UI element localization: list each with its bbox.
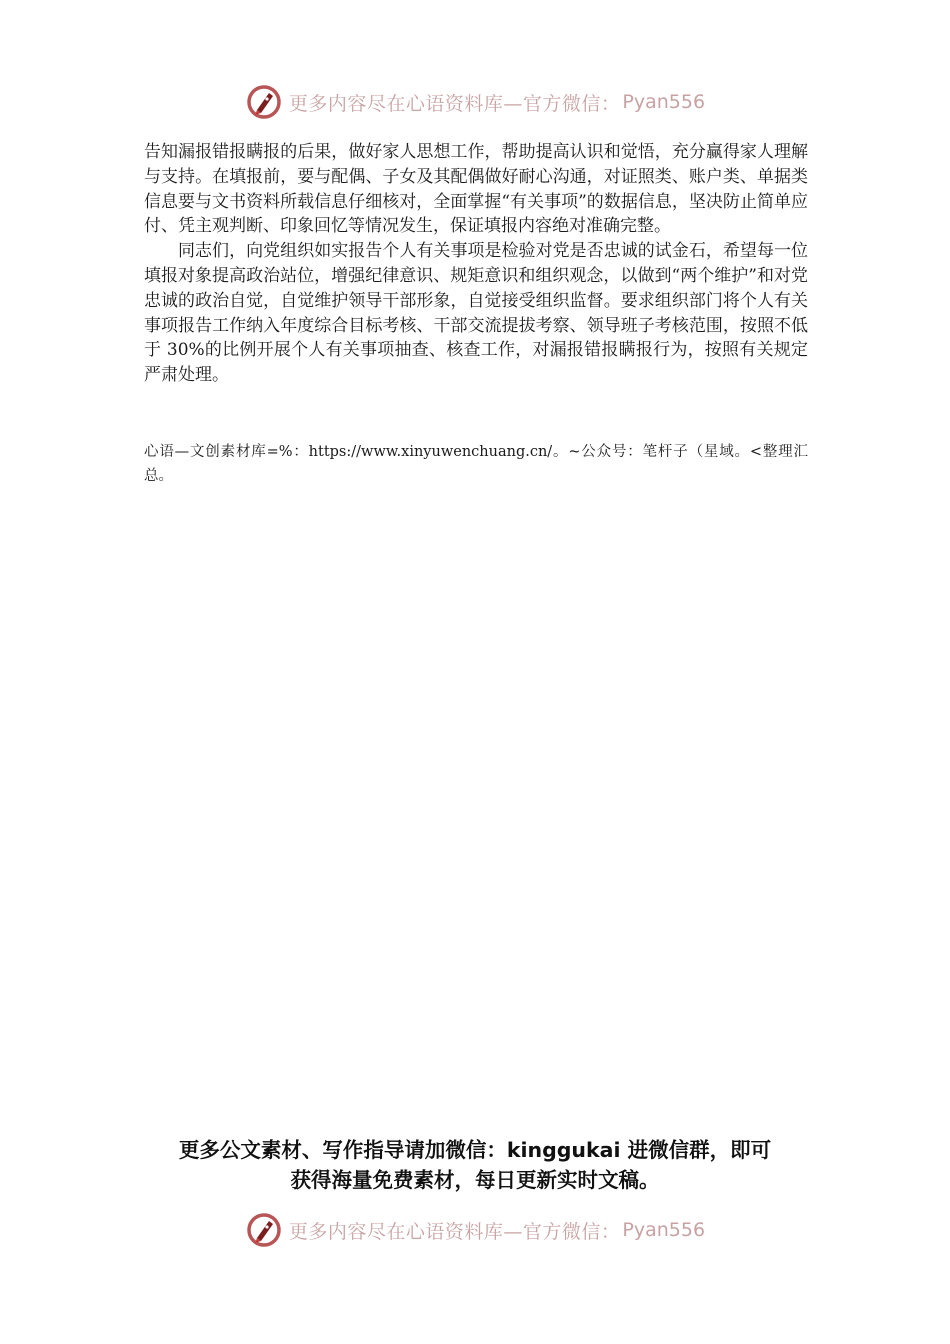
promo-line: 获得海量免费素材，每日更新实时文稿。: [290, 1168, 660, 1192]
banner-wechat-id: Pyan556: [622, 91, 706, 113]
promo-line: 更多公文素材、写作指导请加微信：kinggukai 进微信群，即可: [178, 1138, 772, 1162]
banner-title: 更多内容尽在心语资料库—官方微信：: [288, 1220, 621, 1243]
body-paragraph: 同志们，向党组织如实报告个人有关事项是检验对党是否忠诚的试金石，希望每一位填报对象提高政治站位，增强纪律意识、规矩意识和组织观念，以做到“两个维护”和对党忠诚的政治自觉，自觉维护领导干部形象，自觉接受组织监督。要求组织部门将个人有关事项报告工作纳入年度综合目标考核、干部交流提拔考察、领导班子考核范围，按照不低于 30%的比例开展个人有关事项抽查、核查工作，对漏报错报瞒报行为，按照有关规定严肃处理。: [144, 241, 808, 386]
header-banner: [0, 80, 950, 124]
document-body: [144, 140, 808, 388]
promo-notice: [140, 1135, 810, 1195]
banner-wechat-id: Pyan556: [622, 1219, 706, 1241]
body-paragraph: 告知漏报错报瞒报的后果，做好家人思想工作，帮助提高认识和觉悟，充分赢得家人理解与支持。在填报前，要与配偶、子女及其配偶做好耐心沟通，对证照类、账户类、单据类信息要与文书资料所载信息仔细核对，全面掌握“有关事项”的数据信息，坚决防止简单应付、凭主观判断、印象回忆等情况发生，保证填报内容绝对准确完整。: [144, 142, 808, 237]
footer-banner: [0, 1208, 950, 1252]
source-note: 心语—文创素材库=%：https://www.xinyuwenchuang.cn/。~公众号：笔杆子（星域。<整理汇总。: [144, 444, 808, 484]
banner-title: 更多内容尽在心语资料库—官方微信：: [288, 92, 621, 115]
pen-nib-logo-icon: [245, 1211, 283, 1249]
pen-nib-logo-icon: [245, 83, 283, 121]
